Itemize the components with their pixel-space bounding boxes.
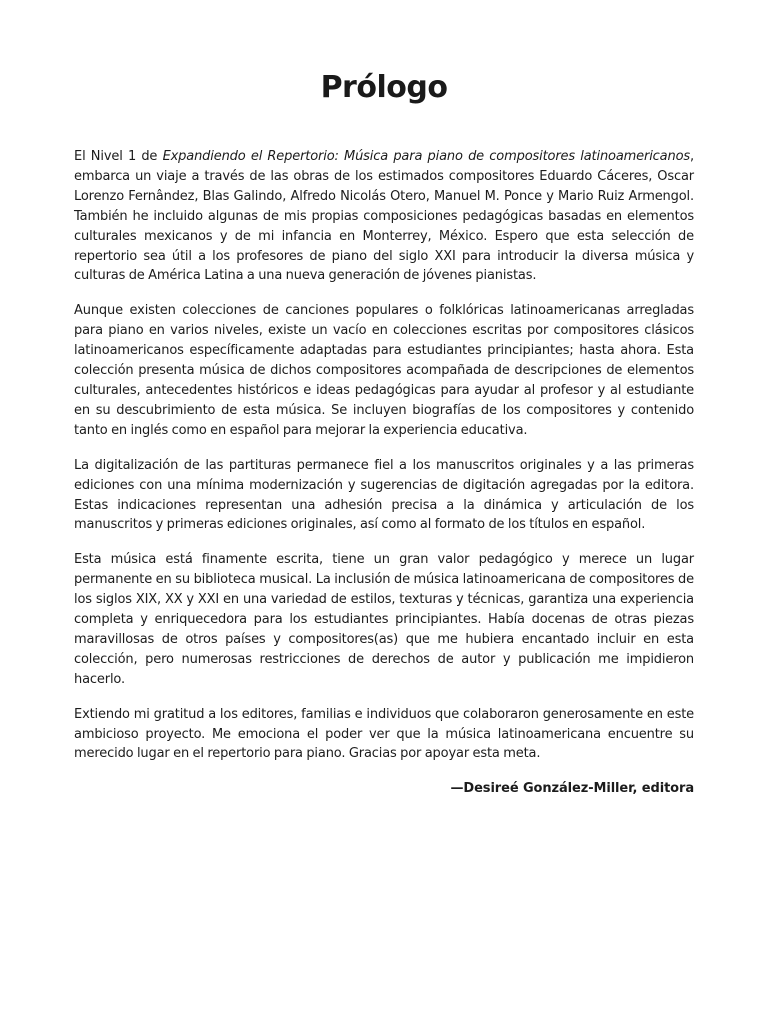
page-title: Prólogo — [320, 70, 448, 105]
paragraph-4: Esta música está finamente escrita, tiene un gran valor pedagógico y merece un lugar permanente en su biblioteca musical. La inclusión de música latinoamericana de compositores de los siglos XIX, XX y XXI en una variedad de estilos, texturas y técnicas, garantiza una experiencia completa y enriquecedora para los estudiantes principiantes. Había docenas de otras piezas maravillosas de otros países y compositores(as) que me hubiera encantado incluir en esta colección, pero numerosas restricciones de derechos de autor y publicación me impidieron hacerlo. — [74, 552, 694, 687]
paragraph-1-intro: El Nivel 1 de — [74, 149, 163, 164]
paragraph-2: Aunque existen colecciones de canciones populares o folklóricas latinoamericanas arregladas para piano en varios niveles, existe un vacío en colecciones escritas por compositores clásicos latinoamericanos específicamente adaptadas para estudiantes principiantes; hasta ahora. Esta colección presenta música de dichos compositores acompañada de descripciones de elementos culturales, antecedentes históricos e ideas pedagógicas para ayudar al profesor y al estudiante en su descubrimiento de esta música. Se incluyen biografías de los compositores y contenido tanto en inglés como en español para mejorar la experiencia educativa. — [74, 303, 694, 438]
paragraph-3: La digitalización de las partituras permanece fiel a los manuscritos originales y a las primeras ediciones con una mínima modernización y sugerencias de digitación agregadas por la editora. Estas indicaciones representan una adhesión precisa a la dinámica y articulación de los manuscritos y primeras ediciones originales, así como al formato de los títulos en español. — [74, 457, 694, 533]
paragraph-1-rest: , embarca un viaje a través de las obras de los estimados compositores Eduardo Cáceres, Oscar Lorenzo Fernândez, Blas Galindo, Alfredo Nicolás Otero, Manuel M. Ponce y Mario Ruiz Armengol. También he incluido algunas de mis propias composiciones pedagógicas basadas en elementos culturales mexicanos y de mi infancia en Monterrey, México. Espero que esta selección de repertorio sea útil a los profesores de piano del siglo XXI para introducir la diversa música y culturas de América Latina a una nueva generación de jóvenes pianistas. — [74, 149, 694, 284]
paragraph-5: Extiendo mi gratitud a los editores, familias e individuos que colaboraron generosamente en este ambicioso proyecto. Me emociona el poder ver que la música latinoamericana encuentre su merecido lugar en el repertorio para piano. Gracias por apoyar esta meta. — [74, 706, 694, 762]
book-title: Expandiendo el Repertorio: Música para piano de compositores latinoamericanos — [162, 149, 691, 164]
prologue-body — [74, 147, 694, 798]
author-signature: —Desireé González-Miller, editora — [450, 781, 694, 797]
paragraph-1 — [74, 147, 694, 286]
